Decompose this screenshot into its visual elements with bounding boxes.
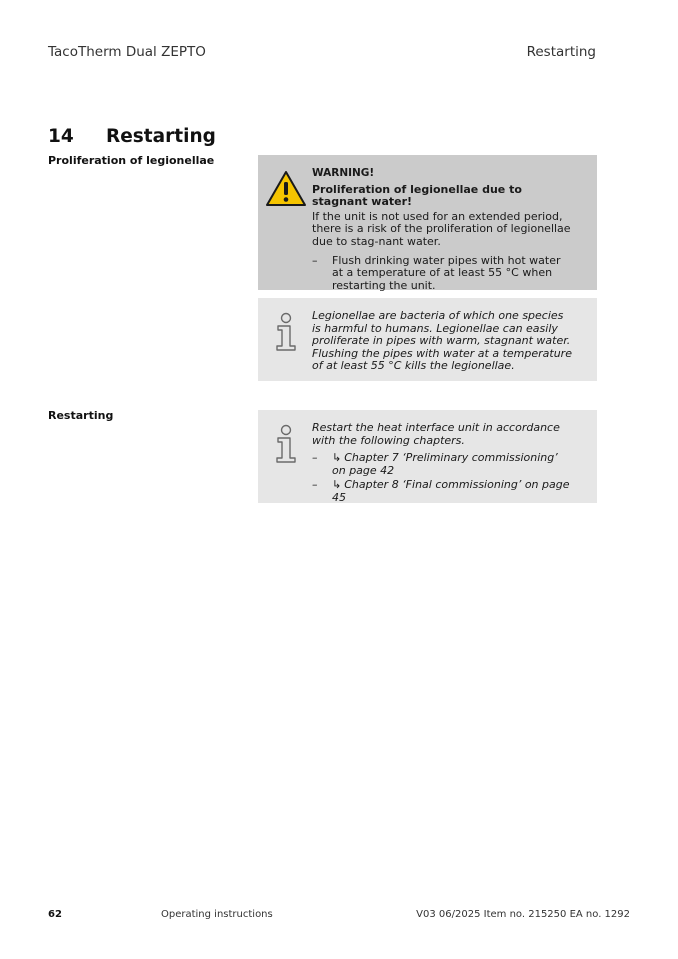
- cross-reference-arrow-icon: ↳: [332, 478, 342, 492]
- bullet-dash: –: [312, 478, 318, 492]
- info-icon: [264, 310, 308, 354]
- warning-content: [312, 167, 573, 292]
- warning-subtitle: Proliferation of legionellae due to stagnant water!: [312, 182, 522, 209]
- chapter-link-preliminary[interactable]: [312, 452, 573, 477]
- warning-bullet: [312, 255, 573, 293]
- info-icon: [264, 422, 308, 466]
- section-label-legionellae: Proliferation of legionellae: [48, 154, 215, 167]
- warning-bullet-text: Flush drinking water pipes with hot water at a temperature of at least 55 °C when restarting the unit.: [332, 253, 561, 292]
- warning-title: WARNING!: [312, 167, 375, 179]
- footer-doc-type: Operating instructions: [161, 909, 273, 920]
- chapter-title: Restarting: [106, 126, 216, 147]
- footer-meta: V03 06/2025 Item no. 215250 EA no. 1292: [416, 909, 630, 920]
- bullet-dash: –: [312, 451, 318, 465]
- chapter-number: 14: [48, 126, 74, 147]
- chapter-link-final[interactable]: [312, 479, 573, 504]
- info-box-legionellae: [258, 298, 597, 381]
- chapter-link-text[interactable]: Chapter 8 ‘Final commissioning’ on page 45: [332, 478, 570, 504]
- info-text-legionellae: Legionellae are bacteria of which one species is harmful to humans. Legionellae can easily proliferate in pipes with warm, stagnant water. Flushing the pipes with water at a temperature of at least 55 °C kills the legionellae.: [312, 309, 572, 373]
- header-product: TacoTherm Dual ZEPTO: [48, 44, 206, 60]
- cross-reference-arrow-icon: ↳: [332, 451, 342, 465]
- footer-page-number: 62: [48, 909, 62, 920]
- info-box-restart: [258, 410, 597, 503]
- chapter-link-text[interactable]: Chapter 7 ‘Preliminary commissioning’ on page 42: [332, 451, 558, 477]
- warning-triangle-icon: [264, 167, 308, 211]
- chapter-heading: [48, 126, 216, 147]
- info-restart-text: Restart the heat interface unit in accordance with the following chapters.: [312, 421, 560, 447]
- info-restart-content: [312, 422, 573, 505]
- header-section: Restarting: [526, 44, 596, 60]
- warning-box: [258, 155, 597, 290]
- warning-body: If the unit is not used for an extended period, there is a risk of the proliferation of legionellae due to stag-nant water.: [312, 209, 571, 248]
- section-label-restarting: Restarting: [48, 409, 114, 422]
- bullet-dash: –: [312, 253, 318, 267]
